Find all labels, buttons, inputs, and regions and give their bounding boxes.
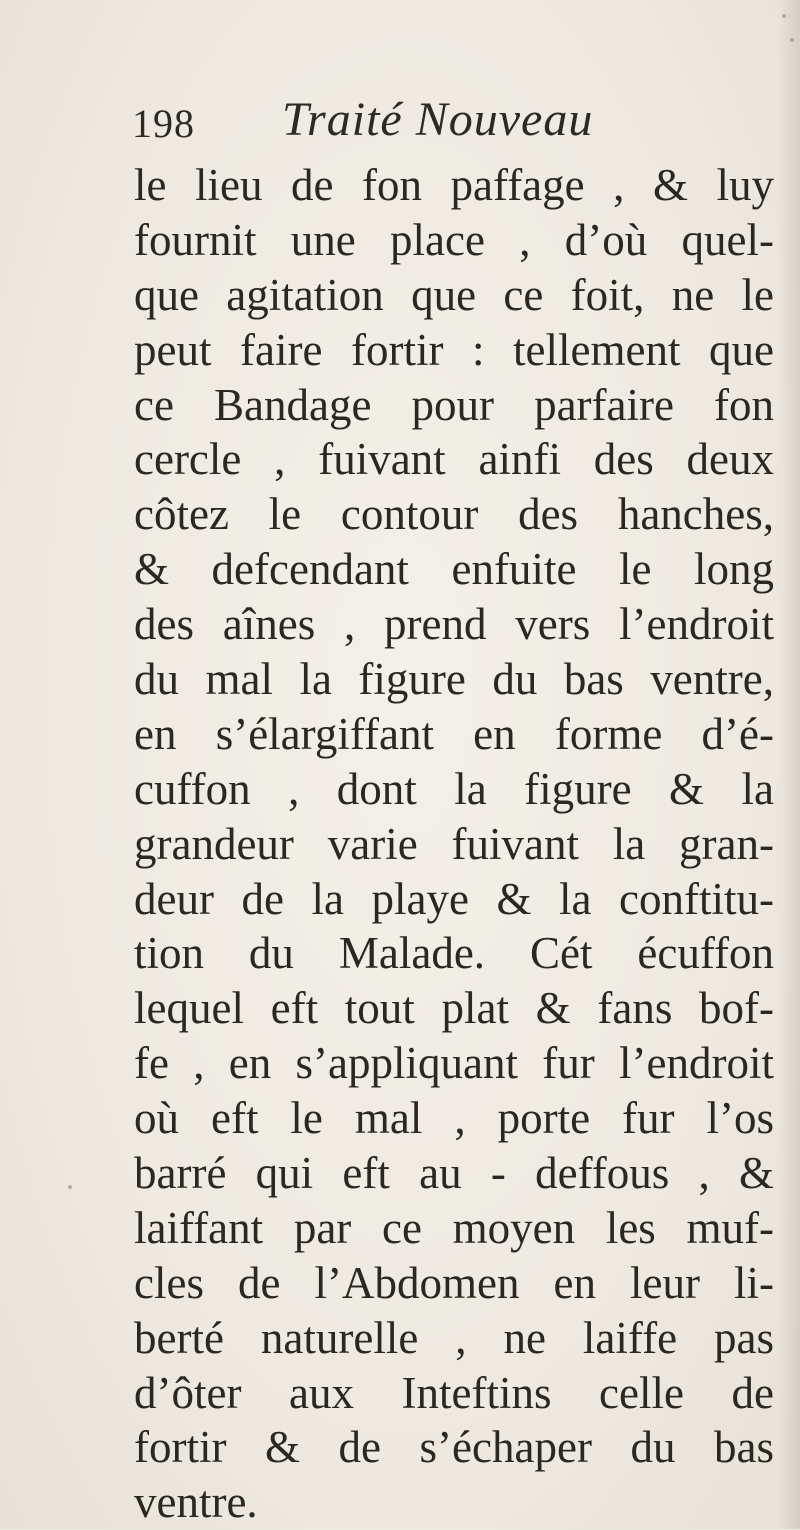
page-header bbox=[132, 92, 752, 152]
text-line: lequel eft tout plat & fans bof- bbox=[134, 983, 774, 1034]
text-line: tion du Malade. Cét écuffon bbox=[134, 928, 774, 979]
running-title: Traité Nouveau bbox=[282, 93, 594, 146]
page-edge-shadow bbox=[778, 0, 800, 1529]
text-line: peut faire fortir : tellement que bbox=[134, 324, 774, 375]
text-line: & defcendant enfuite le long bbox=[134, 544, 774, 595]
text-line: cles de l’Abdomen en leur li- bbox=[134, 1257, 774, 1308]
text-line: ce Bandage pour parfaire fon bbox=[134, 379, 774, 430]
text-line: cercle , fuivant ainfi des deux bbox=[134, 434, 774, 485]
text-line: où eft le mal , porte fur l’os bbox=[134, 1093, 774, 1144]
text-line: cuffon , dont la figure & la bbox=[134, 763, 774, 814]
page-number: 198 bbox=[132, 101, 195, 146]
text-line: berté naturelle , ne laiffe pas bbox=[134, 1312, 774, 1363]
text-line: que agitation que ce foit, ne le bbox=[134, 269, 774, 320]
text-line: côtez le contour des hanches, bbox=[134, 489, 774, 540]
text-line: d’ôter aux Inteftins celle de bbox=[134, 1367, 774, 1418]
text-line: fournit une place , d’où quel- bbox=[134, 214, 774, 265]
text-line: deur de la playe & la conftitu- bbox=[134, 873, 774, 924]
text-line: des aînes , prend vers l’endroit bbox=[134, 599, 774, 650]
text-line: le lieu de fon paffage , & luy bbox=[134, 160, 774, 210]
paper-speck bbox=[790, 38, 794, 42]
text-line: barré qui eft au - deffous , & bbox=[134, 1148, 774, 1199]
body-text bbox=[134, 158, 774, 1530]
text-line: en s’élargiffant en forme d’é- bbox=[134, 708, 774, 759]
paper-speck bbox=[68, 1185, 72, 1189]
text-line: fe , en s’appliquant fur l’endroit bbox=[134, 1038, 774, 1089]
paper-speck bbox=[782, 14, 786, 18]
text-line: fortir & de s’échaper du bas bbox=[134, 1422, 774, 1473]
text-line: du mal la figure du bas ventre, bbox=[134, 654, 774, 705]
text-line: laiffant par ce moyen les muf- bbox=[134, 1202, 774, 1253]
text-line: ventre. bbox=[134, 1477, 258, 1528]
text-line: grandeur varie fuivant la gran- bbox=[134, 818, 774, 869]
